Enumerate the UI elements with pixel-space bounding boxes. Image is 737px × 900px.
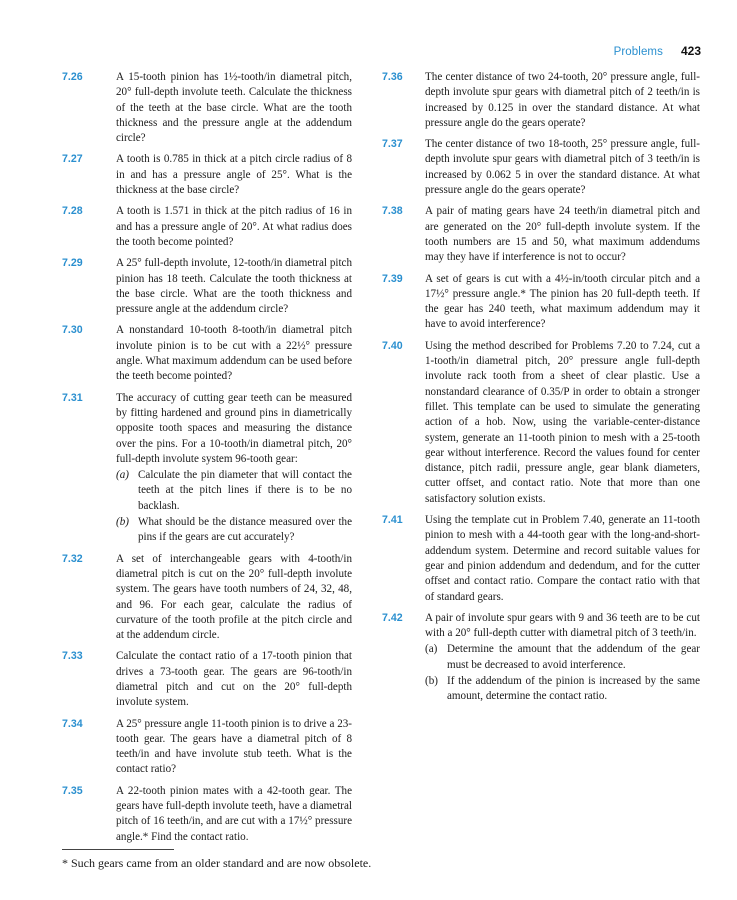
problem-text: A set of interchangeable gears with 4-tooth/in diametral pitch is cut on the 20° full-depth involute system. The gears have tooth numbers of 24, 32, 48, and 96. For each gear, calculate the radius of curvature of the tooth profile at the pitch circle and at the addendum circle. (116, 552, 352, 642)
subpart-label: (b) (116, 516, 129, 529)
problem-number: 7.28 (62, 205, 83, 218)
subpart-text: Calculate the pin diameter that will contact the teeth at the pitch lines if there is to be no backlash. (138, 469, 352, 512)
problem-text: Using the method described for Problems 7.20 to 7.24, cut a 1-tooth/in diametral pitch, 20° pressure angle full-depth involute rack tooth from a sheet of clear plastic. Use a nonstandard clearance of 0.35/P in order to obtain a stronger fillet. This template can be used to simulate the generating action of a hob. Now, using the variable-center-distance system, generate an 11-tooth pinion to mesh with a 25-tooth gear without interference. Record the values found for center distance, pitch radii, pressure angle, gear blank diameters, cutter offset, and contact ratio. Note that more than one satisfactory solution exists. (425, 339, 700, 505)
left-column (62, 70, 352, 851)
problem-number: 7.38 (382, 205, 403, 218)
problem-7-38 (382, 204, 700, 265)
problem-number: 7.27 (62, 153, 83, 166)
problem-text: A pair of mating gears have 24 teeth/in diametral pitch and are generated on the 20° full-depth involute system. If the tooth numbers are 15 and 50, what maximum addendums may they have if interference is not to occur? (425, 205, 700, 264)
problem-text: A tooth is 1.571 in thick at the pitch radius of 16 in and has a pressure angle of 20°. At what radius does the tooth become pointed? (116, 205, 352, 248)
problem-text: A nonstandard 10-tooth 8-tooth/in diametral pitch involute pinion is to be cut with a 22½° pressure angle. What maximum addendum can be used before the teeth become pointed? (116, 324, 352, 383)
problem-text: The accuracy of cutting gear teeth can be measured by fitting hardened and ground pins in diametrically opposite tooth spaces and measuring the distance over the pins. For a 10-tooth/in diametral pitch, 20° full-depth involute system 96-tooth gear: (116, 391, 352, 465)
problem-7-41 (382, 513, 700, 605)
problem-number: 7.32 (62, 552, 83, 565)
page-number: 423 (680, 44, 701, 58)
subpart-label: (a) (425, 643, 438, 656)
problem-7-37 (382, 137, 700, 198)
problem-number: 7.42 (382, 611, 403, 624)
problem-7-26 (62, 70, 352, 146)
problem-7-30 (62, 323, 352, 384)
subpart-b (116, 515, 352, 546)
subpart-a (116, 468, 352, 514)
running-header (614, 44, 701, 58)
subpart-b (425, 674, 700, 705)
problem-number: 7.30 (62, 324, 83, 337)
problem-number: 7.37 (382, 138, 403, 151)
problem-7-40 (382, 339, 700, 507)
subpart-text: What should be the distance measured over the pins if the gears are cut accurately? (138, 516, 352, 544)
subpart-a (425, 642, 700, 673)
problem-7-31 (62, 391, 352, 546)
problem-7-35 (62, 784, 352, 845)
problem-text: The center distance of two 18-tooth, 25° pressure angle, full-depth involute spur gears with diametral pitch of 3 teeth/in is increased by 0.062 5 in over the standard distance. At what pressure angle do the gears operate? (425, 138, 700, 197)
problem-7-42 (382, 611, 700, 705)
problem-number: 7.35 (62, 784, 83, 797)
problem-text: A 22-tooth pinion mates with a 42-tooth gear. The gears have full-depth involute teeth, have a diametral pitch of 16 teeth/in, and are cut with a 17½° pressure angle.* Find the contact ratio. (116, 784, 352, 843)
problem-7-33 (62, 649, 352, 710)
problem-number: 7.34 (62, 717, 83, 730)
subpart-text: Determine the amount that the addendum of the gear must be decreased to avoid interference. (447, 643, 700, 671)
problem-7-36 (382, 70, 700, 131)
problem-number: 7.41 (382, 514, 403, 527)
problem-number: 7.26 (62, 71, 83, 83)
subpart-text: If the addendum of the pinion is increased by the same amount, determine the contact ratio. (447, 674, 700, 703)
problem-text: A 25° full-depth involute, 12-tooth/in diametral pitch pinion has 18 teeth. Calculate the tooth thickness at the base circle. What are the tooth thickness and pressure angle at the addendum circle? (116, 257, 352, 316)
problem-number: 7.31 (62, 391, 83, 404)
problem-text: Calculate the contact ratio of a 17-tooth pinion that drives a 73-tooth gear. The gears are 96-tooth/in diametral pitch and cut on the 20° full-depth involute system. (116, 650, 352, 709)
problem-7-28 (62, 204, 352, 250)
footnote-divider (62, 849, 174, 850)
problem-7-29 (62, 256, 352, 317)
problem-text: The center distance of two 24-tooth, 20° pressure angle, full-depth involute spur gears with diametral pitch of 2 teeth/in is increased by 0.125 in over the standard distance. At what pressure angle do the gears operate? (425, 71, 700, 129)
problem-text: A tooth is 0.785 in thick at a pitch circle radius of 8 in and has a pressure angle of 25°. What is the thickness at the base circle? (116, 153, 352, 197)
right-column (382, 70, 700, 711)
problem-text: Using the template cut in Problem 7.40, generate an 11-tooth pinion to mesh with a 44-tooth gear with the long-and-short-addendum system. Determine and record suitable values for gear and pinion addendum and dedendum, and for the cutter offset and contact ratio. Compare the contact ratio with that of standard gears. (425, 514, 700, 603)
subpart-label: (a) (116, 469, 129, 482)
problem-number: 7.29 (62, 257, 83, 270)
problem-7-39 (382, 272, 700, 333)
problem-number: 7.40 (382, 339, 403, 352)
section-title: Problems (613, 46, 663, 58)
footnote: * Such gears came from an older standard and are now obsolete. (62, 856, 372, 870)
problem-number: 7.36 (382, 71, 403, 83)
problem-number: 7.39 (382, 272, 403, 285)
problem-7-27 (62, 152, 352, 198)
problem-text: A 15-tooth pinion has 1½-tooth/in diametral pitch, 20° full-depth involute teeth. Calculate the thickness of the teeth at the base circle. What are the tooth thickness and the pressure angle at the addendum circle? (116, 71, 352, 145)
problem-7-34 (62, 717, 352, 778)
subpart-label: (b) (425, 674, 438, 687)
problem-number: 7.33 (62, 650, 83, 663)
problem-7-32 (62, 552, 352, 644)
problem-text: A 25° pressure angle 11-tooth pinion is to drive a 23-tooth gear. The gears have a diametral pitch of 8 teeth/in and have involute stub teeth. What is the contact ratio? (116, 717, 352, 776)
problem-text: A pair of involute spur gears with 9 and 36 teeth are to be cut with a 20° full-depth cutter with diametral pitch of 3 teeth/in. (425, 611, 700, 640)
problem-text: A set of gears is cut with a 4½-in/tooth circular pitch and a 17½° pressure angle.* The pinion has 20 full-depth teeth. If the gear has 240 teeth, what maximum addendum may it have to avoid interference? (425, 272, 700, 331)
